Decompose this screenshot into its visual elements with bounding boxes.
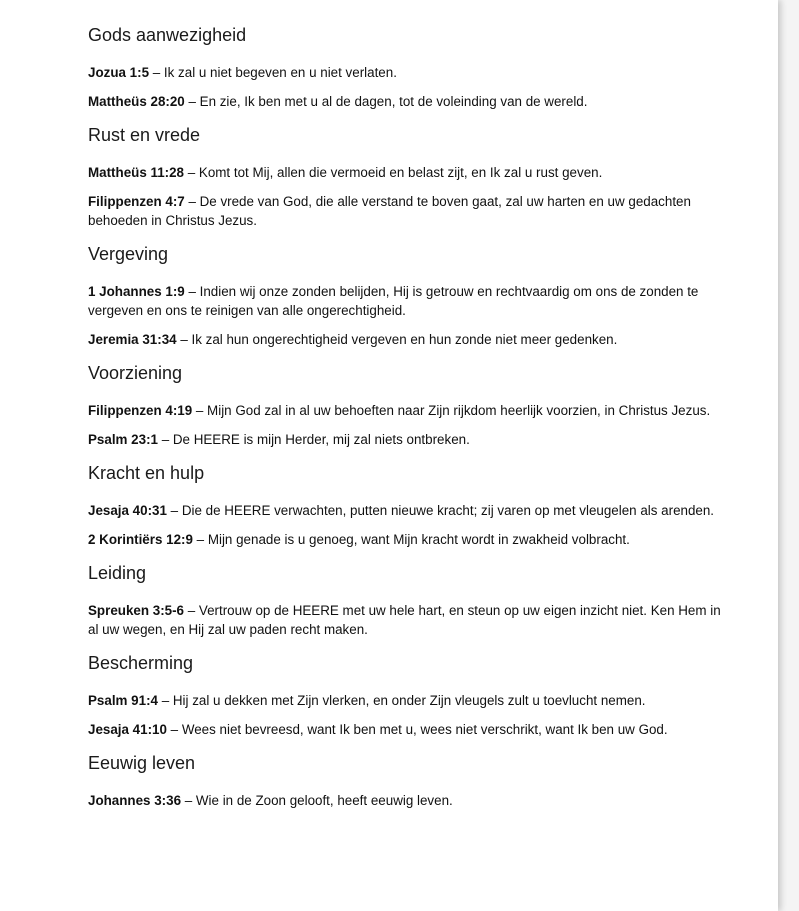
verse-reference: Psalm 91:4	[88, 693, 158, 708]
verse-text: – Komt tot Mij, allen die vermoeid en belast zijt, en Ik zal u rust geven.	[184, 165, 603, 180]
verse	[88, 63, 728, 82]
verse-text: – De vrede van God, die alle verstand te boven gaat, zal uw harten en uw gedachten behoeden in Christus Jezus.	[88, 194, 691, 228]
verse-text: – Mijn genade is u genoeg, want Mijn kracht wordt in zwakheid volbracht.	[192, 532, 630, 547]
section-title: Gods aanwezigheid	[88, 25, 247, 45]
verse-reference: Psalm 23:1	[88, 432, 158, 447]
section-title: Bescherming	[88, 653, 194, 673]
verse	[88, 720, 728, 739]
verse	[88, 530, 728, 549]
verse-reference: 2 Korintiërs 12:9	[88, 532, 193, 547]
verse-reference: Mattheüs 11:28	[88, 165, 185, 180]
verse-text: – Vertrouw op de HEERE met uw hele hart, en steun op uw eigen inzicht niet. Ken Hem in al uw wegen, en Hij zal uw paden recht maken.	[88, 603, 721, 637]
verse	[88, 691, 728, 710]
verse-reference: Filippenzen 4:19	[88, 403, 193, 418]
section	[88, 24, 728, 111]
verse	[88, 401, 728, 420]
verse-reference: Filippenzen 4:7	[88, 194, 185, 209]
verse-reference: Jeremia 31:34	[88, 332, 177, 347]
verse-reference: Johannes 3:36	[88, 793, 182, 808]
section-title: Vergeving	[88, 244, 169, 264]
verse-reference: Jozua 1:5	[88, 65, 150, 80]
verse	[88, 330, 728, 349]
verse-text: – Mijn God zal in al uw behoeften naar Zijn rijkdom heerlijk voorzien, in Christus Jezus.	[192, 403, 711, 418]
section-title: Voorziening	[88, 363, 183, 383]
section	[88, 462, 728, 549]
verse	[88, 430, 728, 449]
verse-reference: Jesaja 40:31	[88, 503, 167, 518]
verse-text: – Ik zal hun ongerechtigheid vergeven en hun zonde niet meer gedenken.	[176, 332, 618, 347]
verse	[88, 501, 728, 520]
section-title: Leiding	[88, 563, 147, 583]
section-title: Eeuwig leven	[88, 753, 196, 773]
section-title: Kracht en hulp	[88, 463, 205, 483]
verse-reference: Jesaja 41:10	[88, 722, 167, 737]
document-content	[88, 24, 728, 820]
verse-reference: 1 Johannes 1:9	[88, 284, 185, 299]
verse-text: – Wees niet bevreesd, want Ik ben met u, wees niet verschrikt, want Ik ben uw God.	[166, 722, 668, 737]
verse	[88, 601, 728, 639]
verse	[88, 282, 728, 320]
verse-text: – En zie, Ik ben met u al de dagen, tot de voleinding van de wereld.	[184, 94, 588, 109]
verse-text: – Ik zal u niet begeven en u niet verlaten.	[149, 65, 397, 80]
verse-text: – De HEERE is mijn Herder, mij zal niets ontbreken.	[157, 432, 470, 447]
verse-reference: Mattheüs 28:20	[88, 94, 185, 109]
verse	[88, 92, 728, 111]
section	[88, 362, 728, 449]
verse-text: – Die de HEERE verwachten, putten nieuwe kracht; zij varen op met vleugelen als arenden.	[166, 503, 715, 518]
section	[88, 243, 728, 349]
section	[88, 562, 728, 639]
verse-reference: Spreuken 3:5-6	[88, 603, 185, 618]
verse	[88, 791, 728, 810]
section	[88, 752, 728, 810]
verse	[88, 192, 728, 230]
verse	[88, 163, 728, 182]
section	[88, 652, 728, 739]
section-title: Rust en vrede	[88, 125, 201, 145]
verse-text: – Indien wij onze zonden belijden, Hij is getrouw en rechtvaardig om ons de zonden te vergeven en ons te reinigen van alle ongerechtigheid.	[88, 284, 699, 318]
verse-text: – Hij zal u dekken met Zijn vlerken, en onder Zijn vleugels zult u toevlucht nemen.	[157, 693, 646, 708]
section	[88, 124, 728, 230]
verse-text: – Wie in de Zoon gelooft, heeft eeuwig leven.	[181, 793, 453, 808]
